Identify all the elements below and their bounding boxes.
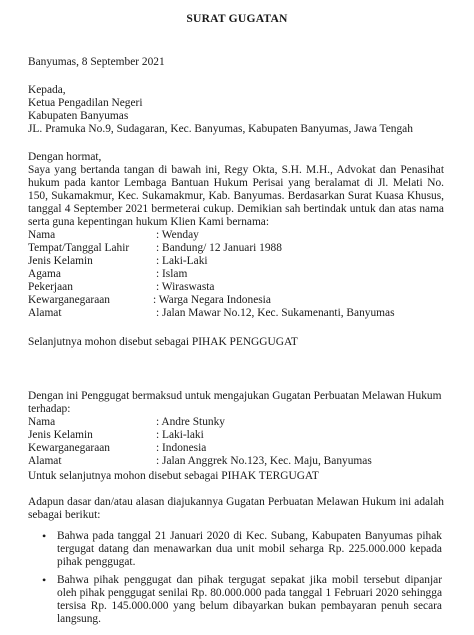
field-value: : Jalan Mawar No.12, Kec. Sukamenanti, Banyumas [156, 307, 395, 319]
recipient-block [28, 84, 444, 136]
field-label: Nama [28, 416, 56, 428]
plaintiff-row [28, 294, 444, 307]
bullet-icon: • [42, 529, 47, 543]
defendant-intro [28, 390, 444, 416]
place-date: Banyumas, 8 September 2021 [28, 56, 165, 68]
field-value: : Wenday [156, 229, 199, 241]
plaintiff-designation: Selanjutnya mohon disebut sebagai PIHAK PENGGUGAT [28, 336, 298, 348]
plaintiff-row [28, 242, 444, 255]
field-value: : Bandung/ 12 Januari 1988 [156, 242, 282, 254]
field-value: : Jalan Anggrek No.123, Kec. Maju, Banyumas [156, 455, 372, 467]
recipient-line-3: JL. Pramuka No.9, Sudagaran, Kec. Banyumas, Kabupaten Banyumas, Jawa Tengah [28, 123, 413, 135]
defendant-row [28, 455, 444, 468]
defendant-identity-table [28, 416, 444, 468]
list-item [42, 574, 442, 626]
field-label: Nama [28, 229, 56, 241]
field-value: : Laki-laki [156, 429, 204, 441]
defendant-intro-line: terhadap: [28, 403, 71, 415]
field-label: Pekerjaan [28, 281, 73, 293]
basis-intro: Adapun dasar dan/atau alasan diajukannya Gugatan Perbuatan Melawan Hukum ini adalah sebagai berikut: [28, 496, 444, 521]
intro-paragraph: Saya yang bertanda tangan di bawah ini, Regy Okta, S.H. M.H., Advokat dan Penasihat hukum pada kantor Lembaga Bantuan Hukum Perisai yang beralamat di Jl. Melati No. 150, Sukamakmur, Kec. Sukamakmur, Kab. Banyumas. Berdasarkan Surat Kuasa Khusus, tanggal 4 September 2021 bermeterai cukup. Demikian sah bertindak untuk dan atas nama serta guna kepentingan hukum Klien Kami bernama: [28, 164, 444, 228]
plaintiff-row [28, 229, 444, 242]
claims-list [42, 530, 442, 631]
plaintiff-row [28, 307, 444, 320]
defendant-row [28, 442, 444, 455]
field-label: Tempat/Tanggal Lahir [28, 242, 130, 254]
field-label: Kewarganegaraan [28, 294, 111, 306]
salutation: Dengan hormat, [28, 151, 102, 163]
field-label: Agama [28, 268, 61, 280]
recipient-line-2: Kabupaten Banyumas [28, 110, 129, 122]
field-value: : Islam [156, 268, 188, 280]
defendant-row [28, 416, 444, 429]
plaintiff-row [28, 268, 444, 281]
field-value: : Warga Negara Indonesia [153, 294, 271, 306]
recipient-kepada: Kepada, [28, 84, 66, 96]
claim-text: Bahwa pihak penggugat dan pihak tergugat sepakat jika mobil tersebut dipanjar oleh pihak penggugat senilai Rp. 80.000.000 pada tanggal 1 Februari 2020 sehingga tersisa Rp. 145.000.000 yang belum dibayarkan bukan pembayaran penuh secara langsung. [57, 574, 442, 625]
defendant-intro-line: Dengan ini Penggugat bermaksud untuk mengajukan Gugatan Perbuatan Melawan Hukum [28, 390, 442, 402]
plaintiff-row [28, 255, 444, 268]
bullet-icon: • [42, 573, 47, 587]
field-label: Alamat [28, 307, 62, 319]
field-value: : Wiraswasta [156, 281, 215, 293]
claim-text: Bahwa pada tanggal 21 Januari 2020 di Kec. Subang, Kabupaten Banyumas pihak tergugat datang dan menawarkan dua unit mobil seharga Rp. 225.000.000 kepada pihak penggugat. [57, 530, 442, 568]
field-value: : Andre Stunky [156, 416, 225, 428]
field-label: Kewarganegaraan [28, 442, 111, 454]
document-title: SURAT GUGATAN [186, 12, 288, 25]
field-value: : Indonesia [156, 442, 207, 454]
defendant-designation: Untuk selanjutnya mohon disebut sebagai PIHAK TERGUGAT [28, 470, 319, 482]
field-value: : Laki-Laki [156, 255, 208, 267]
field-label: Alamat [28, 455, 62, 467]
recipient-line-1: Ketua Pengadilan Negeri [28, 97, 143, 109]
field-label: Jenis Kelamin [28, 255, 93, 267]
plaintiff-row [28, 281, 444, 294]
defendant-row [28, 429, 444, 442]
list-item [42, 530, 442, 569]
field-label: Jenis Kelamin [28, 429, 93, 441]
plaintiff-identity-table [28, 229, 444, 320]
